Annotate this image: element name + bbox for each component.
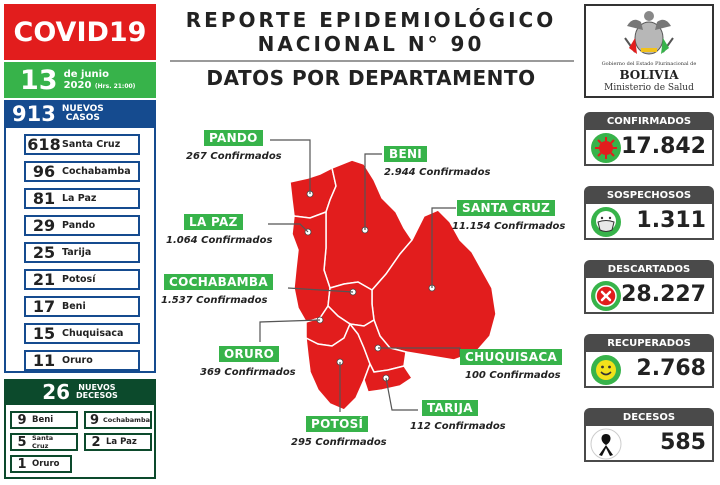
death-row — [84, 411, 152, 429]
death-department: Beni — [32, 415, 54, 425]
case-department: Oruro — [62, 355, 93, 366]
dept-confirmed-cochabamba: 1.537 Confirmados — [161, 295, 268, 306]
stat-value: 585 — [660, 430, 706, 455]
case-count: 21 — [32, 270, 56, 289]
new-deaths-total: 26 — [42, 380, 71, 404]
new-deaths-label-line1: NUEVOS — [78, 383, 116, 392]
date-month: de junio — [63, 68, 109, 80]
x-circle-icon — [590, 280, 622, 312]
stat-label: DECESOS — [584, 408, 714, 426]
case-row — [24, 134, 140, 155]
stat-body — [584, 130, 714, 166]
new-deaths-header — [4, 379, 156, 405]
stat-descartados — [584, 260, 714, 318]
case-row — [24, 269, 140, 290]
dept-confirmed-potosi: 295 Confirmados — [291, 437, 387, 448]
case-count: 15 — [32, 324, 56, 343]
death-count: 2 — [91, 434, 101, 450]
case-department: Pando — [62, 220, 96, 231]
death-row — [10, 455, 72, 473]
dept-label-cochabamba: COCHABAMBA — [164, 274, 273, 290]
stat-recuperados — [584, 334, 714, 392]
stat-value: 17.842 — [621, 134, 706, 159]
case-row — [24, 188, 140, 209]
covid19-label: COVID19 — [13, 16, 147, 48]
death-department: Oruro — [32, 459, 60, 469]
dept-confirmed-pando: 267 Confirmados — [186, 151, 282, 162]
stat-sospechosos — [584, 186, 714, 244]
case-department: La Paz — [62, 193, 97, 204]
stat-body — [584, 352, 714, 388]
mourning-ribbon-icon — [590, 428, 622, 460]
map-region-la-paz — [292, 212, 330, 322]
new-cases-list — [4, 128, 156, 373]
case-row — [24, 161, 140, 182]
header-divider — [170, 60, 574, 62]
stat-confirmados — [584, 112, 714, 170]
new-deaths-label-line2: DECESOS — [76, 391, 118, 400]
death-row — [84, 433, 152, 451]
death-count: 9 — [89, 412, 100, 428]
stat-value: 28.227 — [621, 282, 706, 307]
stat-body — [584, 278, 714, 314]
new-cases-header — [4, 100, 156, 128]
dept-confirmed-la-paz: 1.064 Confirmados — [166, 235, 273, 246]
case-department: Cochabamba — [62, 166, 131, 177]
crest-government-text: Gobierno del Estado Plurinacional de — [601, 61, 697, 67]
case-department: Santa Cruz — [62, 139, 121, 150]
new-cases-label-line1: NUEVOS — [61, 104, 104, 114]
stat-value: 1.311 — [636, 208, 706, 233]
virus-icon — [590, 132, 622, 164]
case-row — [24, 323, 140, 344]
death-row — [10, 433, 78, 451]
death-department: La Paz — [106, 437, 137, 447]
new-deaths-label — [76, 384, 118, 400]
case-row — [24, 350, 140, 371]
case-department: Tarija — [62, 247, 92, 258]
case-count: 17 — [32, 297, 56, 316]
case-count: 29 — [32, 216, 56, 235]
case-department: Beni — [62, 301, 86, 312]
crest-country-text: BOLIVIA — [619, 68, 679, 82]
case-row — [24, 215, 140, 236]
death-department-line2: Cruz — [32, 442, 49, 450]
case-count: 11 — [32, 351, 56, 370]
case-department: Potosí — [62, 274, 96, 285]
dept-label-santa-cruz: SANTA CRUZ — [457, 200, 555, 216]
death-department — [32, 434, 53, 450]
smiley-icon — [590, 354, 622, 386]
dept-label-beni: BENI — [384, 146, 427, 162]
report-title-line1: REPORTE EPIDEMIOLÓGICO — [185, 8, 557, 32]
death-row — [10, 411, 78, 429]
date-box — [4, 62, 156, 98]
dept-confirmed-oruro: 369 Confirmados — [200, 367, 296, 378]
case-department: Chuquisaca — [62, 328, 124, 339]
mask-face-icon — [590, 206, 622, 238]
stat-value: 2.768 — [636, 356, 706, 381]
death-department: Cochabamba — [103, 416, 150, 424]
case-count: 25 — [32, 243, 56, 262]
stat-label: SOSPECHOSOS — [584, 186, 714, 204]
case-row — [24, 296, 140, 317]
dept-confirmed-tarija: 112 Confirmados — [410, 421, 506, 432]
dept-confirmed-chuquisaca: 100 Confirmados — [465, 370, 561, 381]
death-department-line1: Santa — [32, 434, 54, 442]
dept-label-chuquisaca: CHUQUISACA — [460, 349, 562, 365]
report-title-line2: NACIONAL N° 90 — [257, 32, 485, 56]
new-cases-label-line2: CASOS — [65, 113, 100, 123]
bolivia-coat-of-arms-icon — [619, 8, 679, 60]
date-day: 13 — [20, 64, 58, 96]
date-year: 2020 — [63, 79, 92, 91]
dept-label-pando: PANDO — [204, 130, 263, 146]
case-count: 618 — [27, 135, 61, 154]
new-cases-label — [62, 105, 104, 123]
stat-label: CONFIRMADOS — [584, 112, 714, 130]
case-count: 81 — [32, 189, 56, 208]
new-deaths-list — [4, 405, 156, 479]
date-time: (Hrs. 21:00) — [94, 82, 136, 90]
stat-decesos — [584, 408, 714, 466]
ministry-crest — [584, 4, 714, 98]
death-count: 9 — [17, 412, 27, 428]
death-count: 1 — [17, 456, 27, 472]
dept-label-tarija: TARIJA — [422, 400, 478, 416]
dept-label-potosi: POTOSÍ — [306, 416, 368, 432]
dept-label-la-paz: LA PAZ — [184, 214, 243, 230]
case-row — [24, 242, 140, 263]
date-text — [64, 69, 136, 92]
death-count: 5 — [17, 434, 27, 450]
dept-label-oruro: ORURO — [219, 346, 279, 362]
stat-body — [584, 426, 714, 462]
stat-body — [584, 204, 714, 240]
report-subtitle: DATOS POR DEPARTAMENTO — [206, 66, 536, 90]
case-count: 96 — [32, 162, 56, 181]
crest-ministry-text: Ministerio de Salud — [604, 83, 694, 93]
dept-confirmed-beni: 2.944 Confirmados — [384, 167, 491, 178]
new-cases-total: 913 — [12, 102, 56, 126]
covid19-badge — [4, 4, 156, 60]
stat-label: DESCARTADOS — [584, 260, 714, 278]
stat-label: RECUPERADOS — [584, 334, 714, 352]
dept-confirmed-santa-cruz: 11.154 Confirmados — [452, 221, 566, 232]
